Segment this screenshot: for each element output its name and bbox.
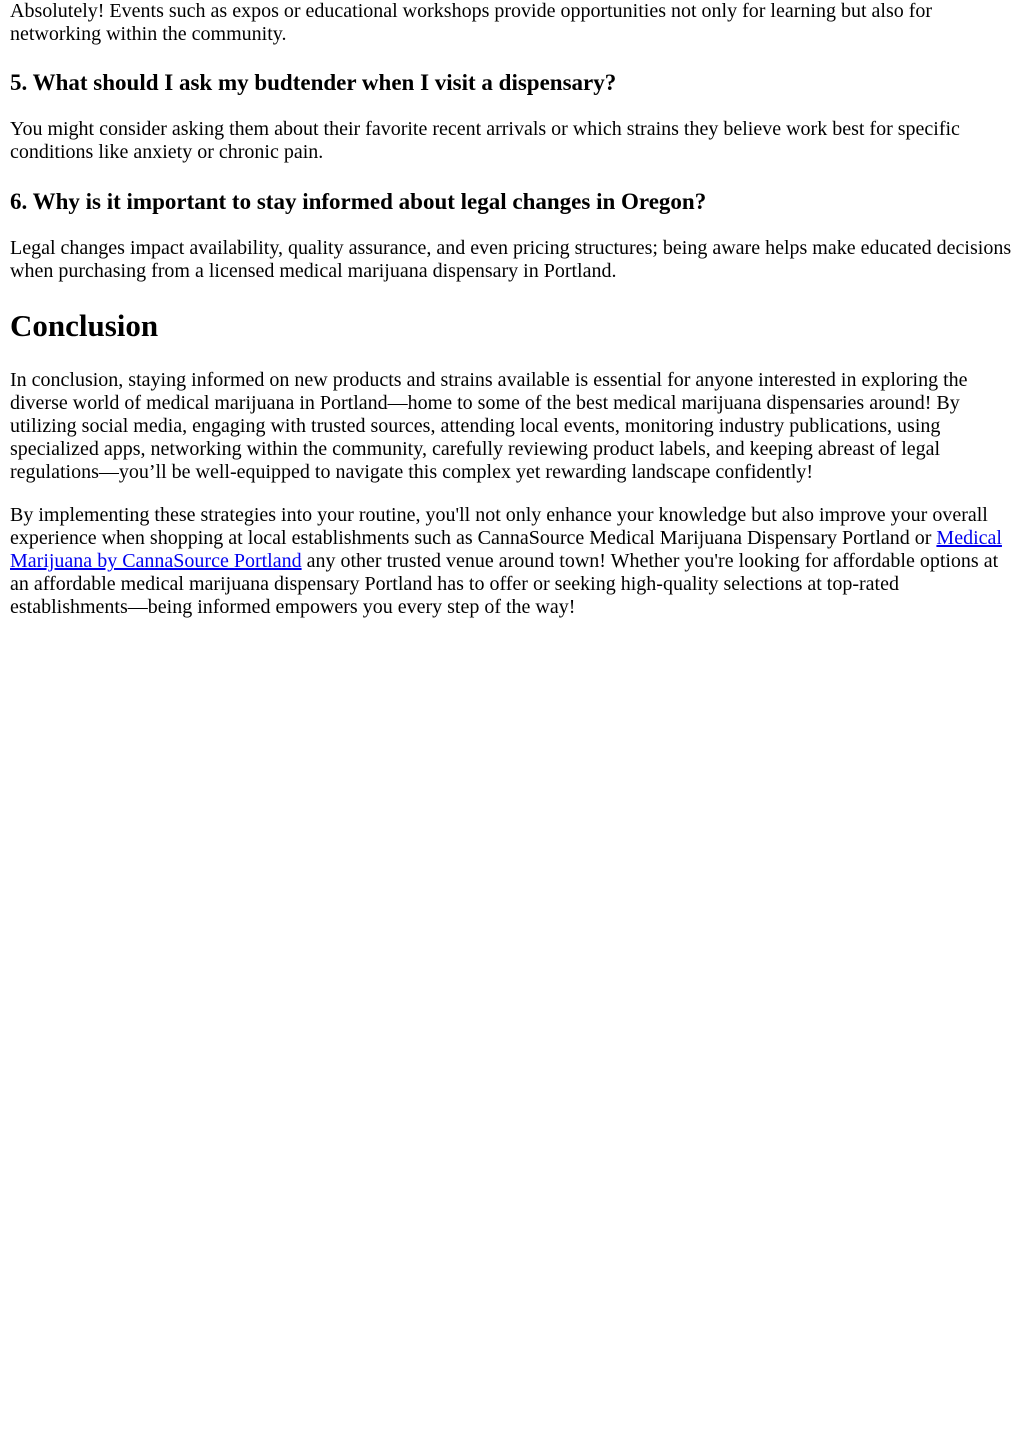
intro-paragraph: Absolutely! Events such as expos or educational workshops provide opportunities not only for learning but also for networking within the community.: [10, 0, 933, 45]
conclusion-heading: Conclusion: [10, 308, 159, 343]
faq-answer-5: You might consider asking them about their favorite recent arrivals or which strains they believe work best for specific conditions like anxiety or chronic pain.: [10, 118, 960, 163]
conclusion-paragraph-2-end: any other trusted venue around town! Whether you're looking for affordable options at an affordable medical marijuana dispensary Portland has to offer or seeking high-quality selections at top-rated establishments—being informed empowers you every step of the way!: [10, 550, 999, 618]
cannasource-link[interactable]: Medical Marijuana by CannaSource Portland: [10, 527, 1002, 572]
conclusion-paragraph-2: [10, 504, 1014, 619]
article-body: [0, 0, 1024, 619]
faq-question-5: 5. What should I ask my budtender when I visit a dispensary?: [10, 70, 617, 95]
faq-answer-6: Legal changes impact availability, quality assurance, and even pricing structures; being aware helps make educated decisions when purchasing from a licensed medical marijuana dispensary in Portland.: [10, 237, 1012, 282]
conclusion-paragraph-2-start: By implementing these strategies into your routine, you'll not only enhance your knowledge but also improve your overall experience when shopping at local establishments such as CannaSource Medical Marijuana Dispensary Portland or: [10, 504, 988, 549]
conclusion-paragraph-1: In conclusion, staying informed on new products and strains available is essential for anyone interested in exploring the diverse world of medical marijuana in Portland—home to some of the best medical marijuana dispensaries around! By utilizing social media, engaging with trusted sources, attending local events, monitoring industry publications, using specialized apps, networking within the community, carefully reviewing product labels, and keeping abreast of legal regulations—you’ll be well-equipped to navigate this complex yet rewarding landscape confidently!: [10, 369, 968, 483]
faq-question-6: 6. Why is it important to stay informed about legal changes in Oregon?: [10, 189, 707, 214]
